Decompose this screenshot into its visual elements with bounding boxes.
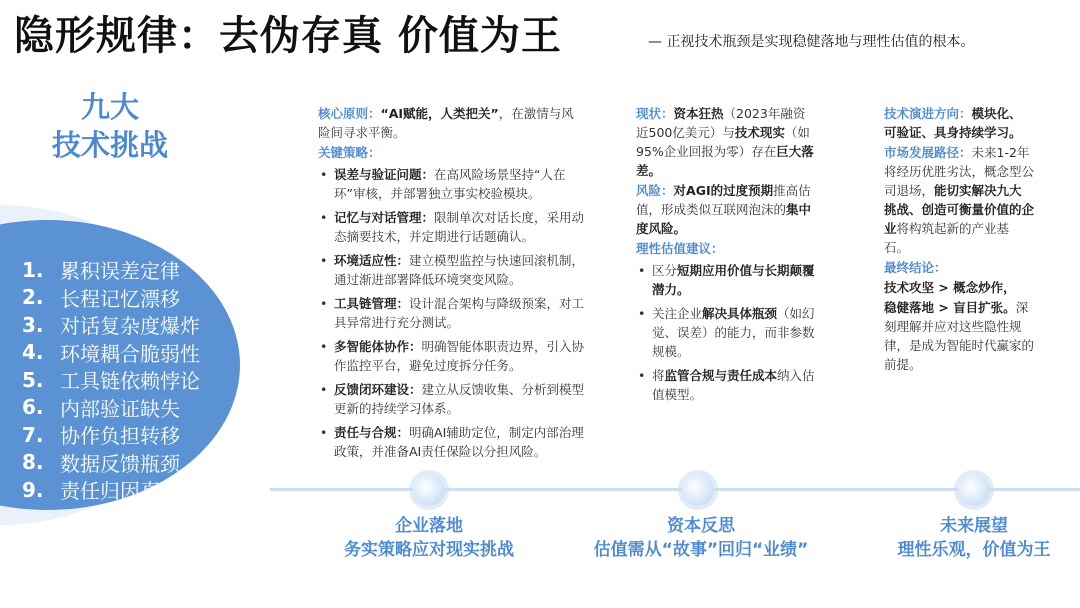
status-bold: 资本狂热	[673, 106, 724, 121]
challenge-number: 6.	[22, 395, 44, 420]
milestone-title: 资本反思	[667, 516, 735, 536]
challenge-item	[22, 311, 200, 339]
advice-bold: 监管合规与责任成本	[664, 368, 778, 383]
strategy-item	[318, 165, 586, 203]
challenge-item	[22, 476, 200, 504]
strategy-text: 设计混合架构与降级预案，对工具异常进行充分测试。	[334, 296, 585, 330]
status-text: （如95%企业回报为零）存在	[636, 125, 810, 159]
timeline-node	[413, 474, 445, 506]
conclusion-line: 技术攻坚 > 概念炒作，	[884, 280, 1016, 295]
milestone-subtitle: 务实策略应对现实挑战	[344, 540, 514, 560]
challenge-item	[22, 394, 200, 422]
capital-column	[636, 104, 816, 409]
status-text: （2023年融资近500亿美元）与	[636, 106, 806, 140]
strategy-item	[318, 423, 586, 461]
milestone-subtitle: 估值需从“故事”回归“业绩”	[593, 540, 809, 560]
status-bold: 巨大落差。	[636, 144, 814, 178]
challenge-list	[22, 256, 200, 504]
key-strategy-label: 关键策略：	[318, 145, 381, 160]
strategy-text: 建立模型监控与快速回滚机制，通过渐进部署降低环境突变风险。	[334, 253, 585, 287]
core-principle-label: 核心原则：	[318, 106, 381, 121]
challenge-item	[22, 339, 200, 367]
core-principle-bold: “AI赋能，人类把关”	[380, 106, 499, 121]
capital-risk	[636, 181, 816, 238]
market-text: 将构筑起新的产业基石。	[884, 221, 1010, 255]
status-label: 现状：	[636, 106, 674, 121]
challenge-item	[22, 366, 200, 394]
advice-item	[636, 366, 816, 404]
tech-direction-label: 技术演进方向：	[884, 106, 972, 121]
strategy-text: 在高风险场景坚持“人在环”审核，并部署独立事实校验模块。	[334, 167, 566, 201]
milestone-enterprise	[289, 514, 569, 562]
valuation-advice-label: 理性估值建议：	[636, 241, 724, 256]
milestone-title: 未来展望	[940, 516, 1008, 536]
strategy-item	[318, 294, 586, 332]
strategy-title: 责任与合规：	[334, 425, 410, 440]
conclusion-text: 深刻理解并应对这些隐性规律，是成为智能时代赢家的前提。	[884, 300, 1035, 372]
advice-bold: 解决具体瓶颈	[702, 306, 778, 321]
challenge-number: 7.	[22, 422, 44, 447]
strategy-text: 明确智能体职责边界，引入协作监控平台，避免过度拆分任务。	[334, 339, 585, 373]
market-path	[884, 143, 1034, 257]
strategy-list	[318, 165, 586, 461]
advice-text: 关注企业	[652, 306, 703, 321]
challenge-number: 3.	[22, 312, 44, 337]
strategy-title: 多智能体协作：	[334, 339, 422, 354]
capital-status	[636, 104, 816, 180]
challenge-number: 2.	[22, 285, 44, 310]
strategy-text: 建立从反馈收集、分析到模型更新的持续学习体系。	[334, 382, 585, 416]
advice-text: （如幻觉、误差）的能力，而非参数规模。	[652, 306, 815, 359]
future-column	[884, 104, 1034, 375]
challenge-number: 9.	[22, 477, 44, 502]
advice-text: 将	[652, 368, 665, 383]
conclusion-body	[884, 298, 1034, 374]
market-text: 未来1-2年将经历优胜劣汰，概念型公司退场，	[884, 145, 1035, 198]
strategy-item	[318, 208, 586, 246]
timeline-node	[682, 474, 714, 506]
strategy-title: 误差与验证问题：	[334, 167, 435, 182]
challenge-item	[22, 284, 200, 312]
strategy-text: 限制单次对话长度，采用动态摘要技术，并定期进行话题确认。	[334, 210, 585, 244]
strategy-item	[318, 337, 586, 375]
milestone-capital	[561, 514, 841, 562]
risk-label: 风险：	[636, 183, 674, 198]
challenge-label: 工具链依赖悖论	[60, 369, 200, 394]
risk-text: 推高估值，形成类似互联网泡沫的	[636, 183, 811, 217]
strategy-title: 工具链管理：	[334, 296, 410, 311]
advice-text: 区分	[652, 263, 678, 278]
challenge-heading-line2: 技术挑战	[51, 128, 168, 162]
conclusion-label: 最终结论：	[884, 260, 947, 275]
strategy-title: 环境适应性：	[334, 253, 410, 268]
challenge-label: 对话复杂度爆炸	[60, 314, 200, 339]
advice-bold: 短期应用价值与长期颠覆潜力。	[652, 263, 815, 297]
market-bold: 能切实解决九大挑战、创造可衡量价值的企业	[884, 183, 1035, 236]
challenge-heading	[30, 88, 190, 164]
strategy-item	[318, 380, 586, 418]
core-principle	[318, 104, 586, 142]
challenge-item	[22, 421, 200, 449]
strategy-item	[318, 251, 586, 289]
advice-text: 纳入估值模型。	[652, 368, 815, 402]
challenge-number: 5.	[22, 367, 44, 392]
risk-bold: 对AGI的过度预期	[673, 183, 774, 198]
challenge-item	[22, 256, 200, 284]
challenge-number: 4.	[22, 340, 44, 365]
strategy-title: 记忆与对话管理：	[334, 210, 435, 225]
strategy-title: 反馈闭环建设：	[334, 382, 422, 397]
advice-item	[636, 304, 816, 361]
tech-direction-bold: 模块化、可验证、具身持续学习。	[884, 106, 1022, 140]
challenge-label: 累积误差定律	[60, 259, 180, 284]
challenge-label: 责任归因真空	[60, 479, 180, 504]
milestone-future	[834, 514, 1080, 562]
challenge-label: 环境耦合脆弱性	[60, 341, 200, 366]
conclusion-bold: 稳健落地 > 盲目扩张。	[884, 300, 1016, 315]
strategy-text: 明确AI辅助定位，制定内部治理政策，并准备AI责任保险以分担风险。	[334, 425, 584, 459]
core-principle-text: ，在激情与风险间寻求平衡。	[318, 106, 574, 140]
challenge-label: 数据反馈瓶颈	[60, 451, 180, 476]
challenge-heading-line1: 九大	[80, 90, 139, 124]
challenge-number: 1.	[22, 257, 44, 282]
market-path-label: 市场发展路径：	[884, 145, 972, 160]
challenge-number: 8.	[22, 450, 44, 475]
risk-bold: 集中度风险。	[636, 202, 812, 236]
milestone-subtitle: 理性乐观，价值为王	[897, 540, 1051, 560]
challenge-item	[22, 449, 200, 477]
page-subtitle: — 正视技术瓶颈是实现稳健落地与理性估值的根本。	[648, 34, 975, 50]
enterprise-column	[318, 104, 586, 466]
challenge-label: 协作负担转移	[60, 424, 180, 449]
valuation-advice-list	[636, 261, 816, 404]
challenge-label: 内部验证缺失	[60, 396, 180, 421]
advice-item	[636, 261, 816, 299]
page-title: 隐形规律：去伪存真 价值为王	[14, 13, 562, 59]
tech-direction	[884, 104, 1034, 142]
timeline-node	[958, 474, 990, 506]
challenge-label: 长程记忆漂移	[60, 286, 180, 311]
status-bold: 技术现实	[734, 125, 785, 140]
milestone-title: 企业落地	[395, 516, 463, 536]
